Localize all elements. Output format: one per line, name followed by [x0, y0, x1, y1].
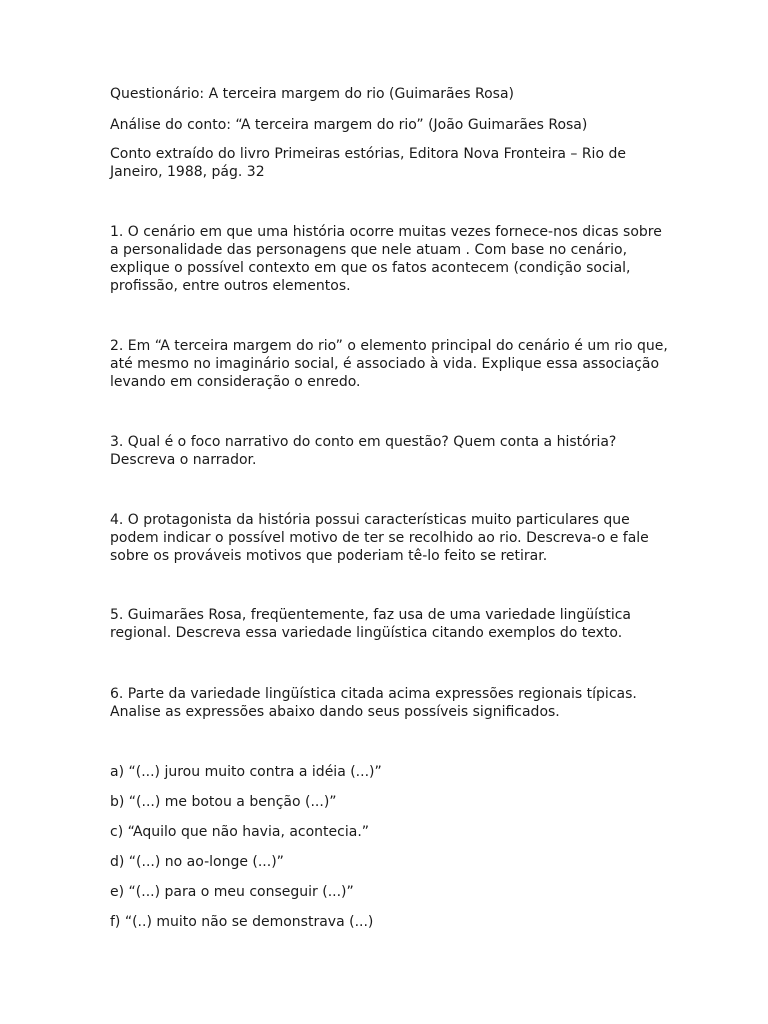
question-3: 3. Qual é o foco narrativo do conto em questão? Quem conta a história? Descreva o narrador. [110, 434, 617, 468]
item-f: f) “(..) muito não se demonstrava (...) [110, 914, 374, 930]
document-subtitle: Análise do conto: “A terceira margem do rio” (João Guimarães Rosa) [110, 117, 588, 133]
question-6: 6. Parte da variedade lingüística citada acima expressões regionais típicas. Analise as expressões abaixo dando seus possíveis significados. [110, 686, 637, 720]
item-e: e) “(...) para o meu conseguir (...)” [110, 884, 354, 900]
question-5: 5. Guimarães Rosa, freqüentemente, faz usa de uma variedade lingüística regional. Descreva essa variedade lingüística citando exemplos do texto. [110, 607, 632, 641]
question-1: 1. O cenário em que uma história ocorre muitas vezes fornece-nos dicas sobre a personalidade das personagens que nele atuam . Com base no cenário, explique o possível contexto em que os fatos acontecem (condição social, profissão, entre outros elementos. [110, 224, 662, 294]
document-source: Conto extraído do livro Primeiras estórias, Editora Nova Fronteira – Rio de Janeiro, 1988, pág. 32 [110, 146, 626, 180]
item-d: d) “(...) no ao-longe (...)” [110, 854, 284, 870]
question-2: 2. Em “A terceira margem do rio” o elemento principal do cenário é um rio que, até mesmo no imaginário social, é associado à vida. Explique essa associação levando em consideração o enredo. [110, 338, 668, 390]
item-b: b) “(...) me botou a benção (...)” [110, 794, 337, 810]
question-4: 4. O protagonista da história possui características muito particulares que podem indicar o possível motivo de ter se recolhido ao rio. Descreva-o e fale sobre os prováveis motivos que poderiam tê-lo feito se retirar. [110, 512, 649, 564]
item-a: a) “(...) jurou muito contra a idéia (...)” [110, 764, 382, 780]
document-title: Questionário: A terceira margem do rio (Guimarães Rosa) [110, 86, 514, 102]
item-c: c) “Aquilo que não havia, acontecia.” [110, 824, 370, 840]
